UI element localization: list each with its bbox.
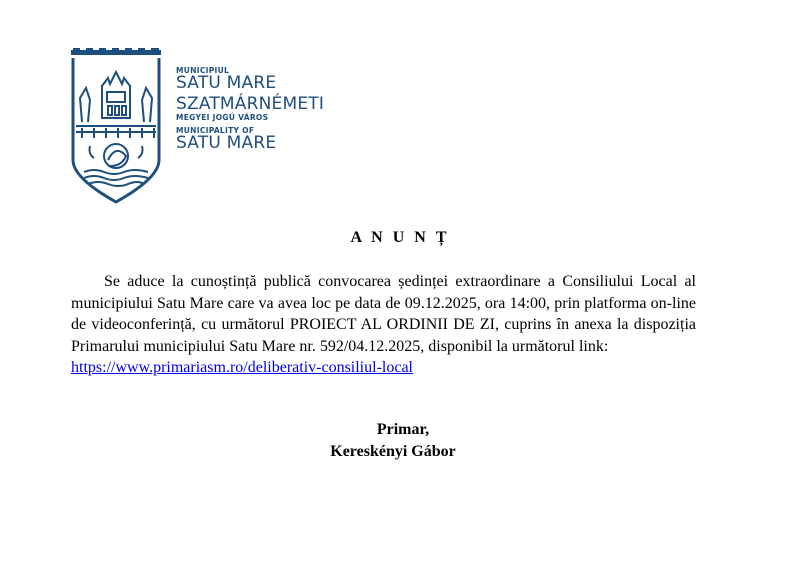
announcement-paragraph: Se aduce la cunoștință publică convocarea ședinței extraordinare a Consiliului Local al municipiului Satu Mare care va avea loc pe data de 09.12.2025, ora 14:00, prin platforma on-line de videoconferință, cu următorul PROIECT AL ORDINII DE ZI, cuprins în anexa la dispoziția Primarului municipiului Satu Mare nr. 592/04.12.2025, disponibil la următorul link:: [71, 273, 696, 355]
org-line: MEGYEI JOGÚ VÁROS: [176, 113, 269, 122]
city-coat-of-arms-icon: [70, 48, 162, 206]
municipality-name-block: [176, 66, 324, 152]
org-line: SZATMÁRNÉMETI: [176, 94, 325, 114]
municipality-header: [70, 48, 340, 208]
announcement-title: A N U N Ț: [350, 229, 450, 246]
signature-name: Kereskényi Gábor: [330, 443, 456, 460]
announcement-body: [71, 271, 696, 379]
deliberative-council-link[interactable]: https://www.primariasm.ro/deliberativ-consiliul-local: [71, 359, 413, 377]
org-line: MUNICIPALITY OF: [176, 126, 255, 135]
org-line: SATU MARE: [176, 73, 277, 93]
org-line: MUNICIPIUL: [176, 66, 230, 75]
signature-title: Primar,: [376, 421, 430, 438]
org-line: SATU MARE: [176, 133, 277, 153]
